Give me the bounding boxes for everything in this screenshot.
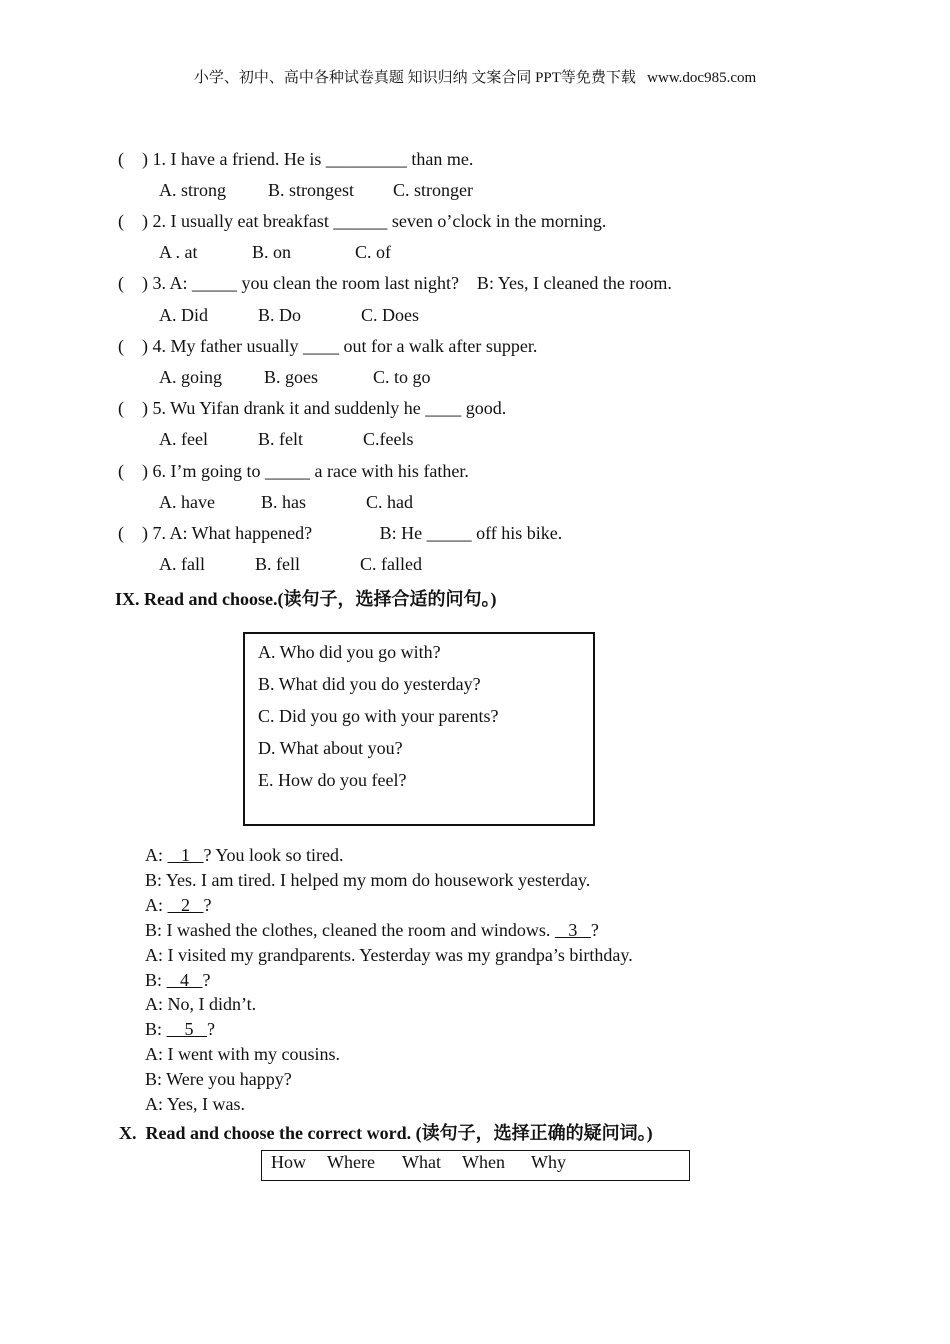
blank-3: 3 (554, 920, 591, 940)
dialogue-line: A: Yes, I was. (145, 1094, 246, 1114)
choice-d: D. What about you? (258, 738, 403, 758)
dialogue-line: B: 4 ? (145, 970, 211, 990)
option-b: B. on (252, 242, 292, 262)
dialogue-line: A: 1 ? You look so tired. (145, 845, 344, 865)
page-header: 小学、初中、高中各种试卷真题 知识归纳 文案合同 PPT等免费下载 www.doc985.com (193, 70, 757, 86)
option-b: B. fell (255, 554, 300, 574)
question-2: ( ) 2. I usually eat breakfast ______ seven o’clock in the morning. (118, 211, 607, 231)
word-what: What (402, 1152, 441, 1172)
word-how: How (271, 1152, 306, 1172)
option-b: B. strongest (268, 180, 355, 200)
question-6: ( ) 6. I’m going to _____ a race with his father. (118, 461, 469, 481)
dialogue-line: B: Yes. I am tired. I helped my mom do housework yesterday. (145, 870, 591, 890)
option-c: C. of (355, 242, 391, 262)
section-10-title: X. Read and choose the correct word. (读句子，选择正确的疑问词。) (119, 1123, 653, 1143)
question-5: ( ) 5. Wu Yifan drank it and suddenly he ____ good. (118, 398, 507, 418)
option-c: C. stronger (393, 180, 473, 200)
question-7: ( ) 7. A: What happened? B: He _____ off his bike. (118, 523, 563, 543)
question-choices-box (243, 632, 595, 826)
choice-b: B. What did you do yesterday? (258, 674, 481, 694)
option-a: A . at (159, 242, 198, 262)
question-4: ( ) 4. My father usually ____ out for a walk after supper. (118, 336, 538, 356)
dialogue-line: B: I washed the clothes, cleaned the room and windows. 3 ? (145, 920, 599, 940)
option-b: B. goes (264, 367, 318, 387)
option-c: C. had (366, 492, 413, 512)
choice-e: E. How do you feel? (258, 770, 407, 790)
word-bank-box (261, 1150, 690, 1181)
word-why: Why (531, 1152, 566, 1172)
blank-2: 2 (167, 895, 204, 915)
dialogue-line: A: I went with my cousins. (145, 1044, 340, 1064)
blank-4: 4 (166, 970, 203, 990)
option-a: A. fall (159, 554, 205, 574)
dialogue-line: A: 2 ? (145, 895, 212, 915)
question-1: ( ) 1. I have a friend. He is _________ than me. (118, 149, 474, 169)
word-when: When (462, 1152, 505, 1172)
dialogue-line: A: No, I didn’t. (145, 994, 257, 1014)
option-c: C. to go (373, 367, 431, 387)
section-9-title: IX. Read and choose.(读句子，选择合适的问句。) (115, 589, 497, 609)
option-c: C. Does (361, 305, 419, 325)
option-a: A. strong (159, 180, 226, 200)
option-a: A. feel (159, 429, 208, 449)
blank-1: 1 (167, 845, 204, 865)
question-3: ( ) 3. A: _____ you clean the room last night? B: Yes, I cleaned the room. (118, 273, 672, 293)
option-c: C.feels (363, 429, 414, 449)
blank-5: 5 (166, 1019, 208, 1039)
choice-a: A. Who did you go with? (258, 642, 441, 662)
option-b: B. Do (258, 305, 302, 325)
dialogue-line: B: 5 ? (145, 1019, 216, 1039)
dialogue-line: B: Were you happy? (145, 1069, 292, 1089)
word-where: Where (327, 1152, 375, 1172)
option-a: A. have (159, 492, 215, 512)
option-b: B. has (261, 492, 306, 512)
option-a: A. Did (159, 305, 208, 325)
option-a: A. going (159, 367, 222, 387)
choice-c: C. Did you go with your parents? (258, 706, 499, 726)
option-c: C. falled (360, 554, 422, 574)
option-b: B. felt (258, 429, 303, 449)
dialogue-line: A: I visited my grandparents. Yesterday was my grandpa’s birthday. (145, 945, 633, 965)
